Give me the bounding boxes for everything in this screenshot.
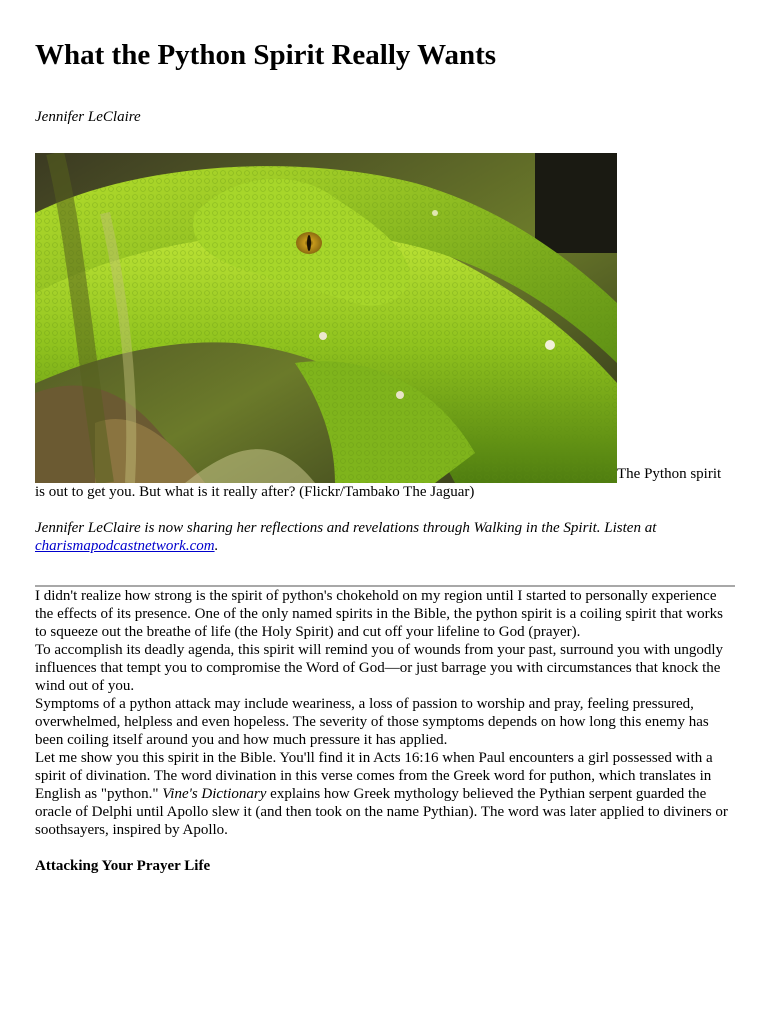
vines-dictionary-title: Vine's Dictionary <box>162 786 267 802</box>
podcast-network-link[interactable]: charismapodcastnetwork.com <box>35 538 215 554</box>
paragraph-1: I didn't realize how strong is the spirit of python's chokehold on my region until I started to personally experience the effects of its presence. One of the only named spirits in the Bible, the python spirit is a coiling spirit that works to squeeze out the breathe of life (the Holy Spirit) and cut off your lifeline to God (prayer). <box>35 588 723 640</box>
podcast-promo <box>35 519 735 555</box>
article-title: What the Python Spirit Really Wants <box>35 39 497 71</box>
article-author: Jennifer LeClaire <box>35 109 141 125</box>
python-photo <box>35 153 617 483</box>
image-figure <box>35 153 735 501</box>
image-caption-rest: is out to get you. But what is it really after? (Flickr/Tambako The Jaguar) <box>35 484 475 500</box>
promo-text: Jennifer LeClaire is now sharing her reflections and revelations through Walking in the Spirit. Listen at <box>35 520 657 536</box>
paragraph-4-part-b: explains how Greek mythology believed the Pythian serpent guarded the oracle of Delphi until Apollo slew it (and then took on the name Pythian). The word was later applied to diviners or soothsayers, inspired by Apollo. <box>35 786 728 838</box>
paragraph-4 <box>35 749 735 839</box>
image-caption-start: The Python spirit <box>617 466 722 482</box>
promo-link-suffix: . <box>214 538 219 554</box>
paragraph-4-part-a: Let me show you this spirit in the Bible. You'll find it in Acts 16:16 when Paul encounters a girl possessed with a spirit of divination. The word divination in this verse comes from the Greek word for puthon, which translates in English as "python." <box>35 750 713 802</box>
paragraph-3: Symptoms of a python attack may include weariness, a loss of passion to worship and pray, feeling pressured, overwhelmed, helpless and even hopeless. The severity of those symptoms depends on how long this enemy has been coiling itself around you and how much pressure it has applied. <box>35 696 709 748</box>
section-subheading: Attacking Your Prayer Life <box>35 858 211 874</box>
paragraph-2: To accomplish its deadly agenda, this spirit will remind you of wounds from your past, surround you with ungodly influences that tempt you to compromise the Word of God—or just barrage you with circumstances that knock the wind out of you. <box>35 642 724 694</box>
article <box>35 38 735 875</box>
